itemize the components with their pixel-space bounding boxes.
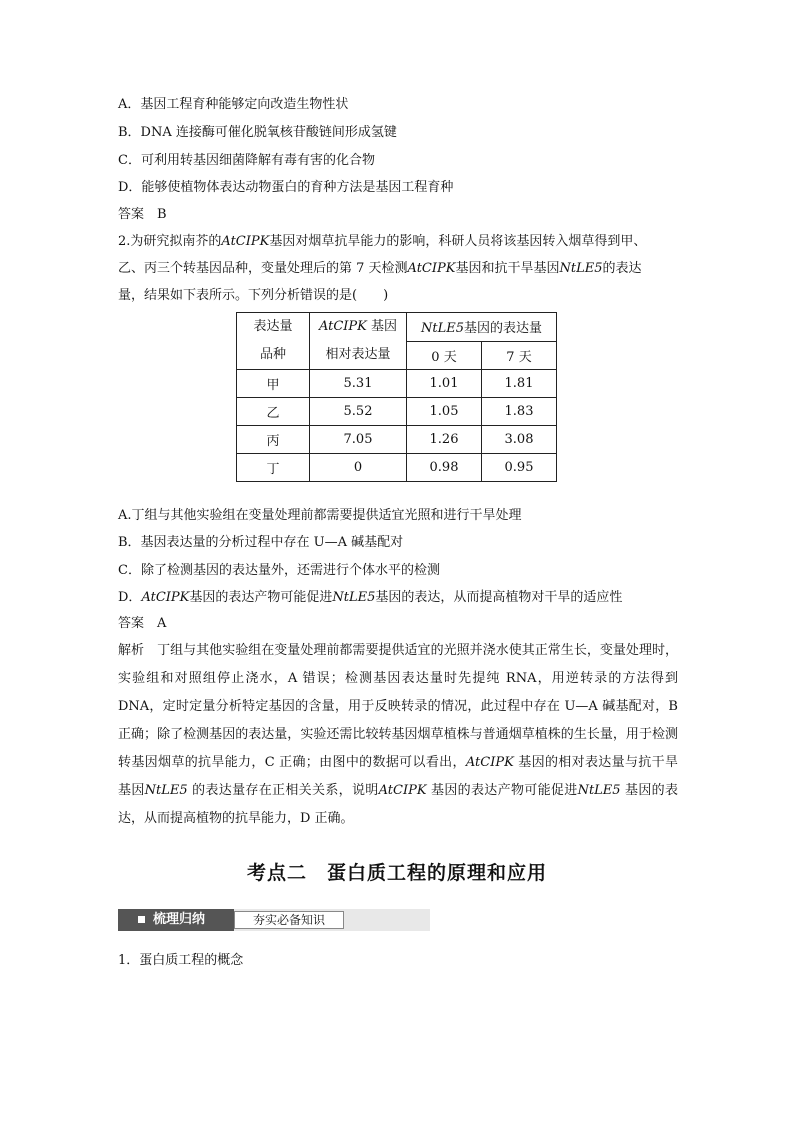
q1-option-d: D．能够使植物体表达动物蛋白的育种方法是基因工程育种 (118, 180, 454, 195)
table-header-atcipk: AtCIPK 基因 相对表达量 (310, 313, 407, 370)
banner-label-dark: 梳理归纳 (118, 909, 234, 931)
banner-label-light: 夯实必备知识 (234, 911, 344, 929)
table-row: 乙 5.52 1.05 1.83 (237, 398, 557, 426)
table-row: 丙 7.05 1.26 3.08 (237, 426, 557, 454)
q2-option-a: A.丁组与其他实验组在变量处理前都需要提供适宜光照和进行干旱处理 (118, 508, 522, 523)
section-banner (118, 909, 430, 931)
table-corner-header: 表达量 品种 (237, 313, 310, 370)
table-header-ntle5: NtLE5基因的表达量 (407, 313, 557, 342)
q2-option-b: B．基因表达量的分析过程中存在 U—A 碱基配对 (118, 535, 404, 550)
q1-option-c: C．可利用转基因细菌降解有毒有害的化合物 (118, 153, 375, 168)
q2-stem-line2: 乙、丙三个转基因品种，变量处理后的第 7 天检测AtCIPK基因和抗干旱基因NtLE5的表达 (118, 261, 642, 276)
table-header-day0: 0 天 (407, 341, 482, 370)
table-row: 甲 5.31 1.01 1.81 (237, 370, 557, 398)
q1-option-b: B．DNA 连接酶可催化脱氧核苷酸链间形成氢键 (118, 125, 397, 140)
expression-table (236, 312, 557, 482)
q2-option-c: C．除了检测基因的表达量外，还需进行个体水平的检测 (118, 563, 440, 578)
table-header-day7: 7 天 (482, 341, 557, 370)
section-item-1: 1．蛋白质工程的概念 (118, 953, 244, 968)
q2-option-d: D．AtCIPK基因的表达产物可能促进NtLE5基因的表达，从而提高植物对干旱的适应性 (118, 590, 623, 605)
q2-answer: 答案 A (118, 616, 167, 631)
q2-stem-line1: 2.为研究拟南芥的AtCIPK基因对烟草抗旱能力的影响，科研人员将该基因转入烟草得到甲、 (118, 234, 647, 249)
section-title: 考点二 蛋白质工程的原理和应用 (246, 862, 547, 884)
q2-stem-line3: 量，结果如下表所示。下列分析错误的是( ) (118, 288, 389, 303)
q2-explanation: 解析 丁组与其他实验组在变量处理前都需要提供适宜的光照并浇水使其正常生长，变量处理时，实验组和对照组停止浇水，A 错误；检测基因表达量时先提纯 RNA，用逆转录的方法得到 DNA，定时定量分析特定基因的含量，用于反映转录的情况，此过程中存在 U—A 碱基配对，B 正确；除了检测基因的表达量，实验还需比较转基因烟草植株与普通烟草植株的生长量，用于检测转基因烟草的抗旱能力，C 正确；由图中的数据可以看出，AtCIPK 基因的相对表达量与抗干旱基因NtLE5 的表达量存在正相关关系，说明AtCIPK 基因的表达产物可能促进NtLE5 基因的表达，从而提高植物的抗旱能力，D 正确。 (118, 643, 678, 826)
q1-answer: 答案 B (118, 207, 167, 222)
q1-option-a: A．基因工程育种能够定向改造生物性状 (118, 97, 349, 112)
table-row: 丁 0 0.98 0.95 (237, 454, 557, 482)
square-bullet-icon (138, 916, 145, 923)
